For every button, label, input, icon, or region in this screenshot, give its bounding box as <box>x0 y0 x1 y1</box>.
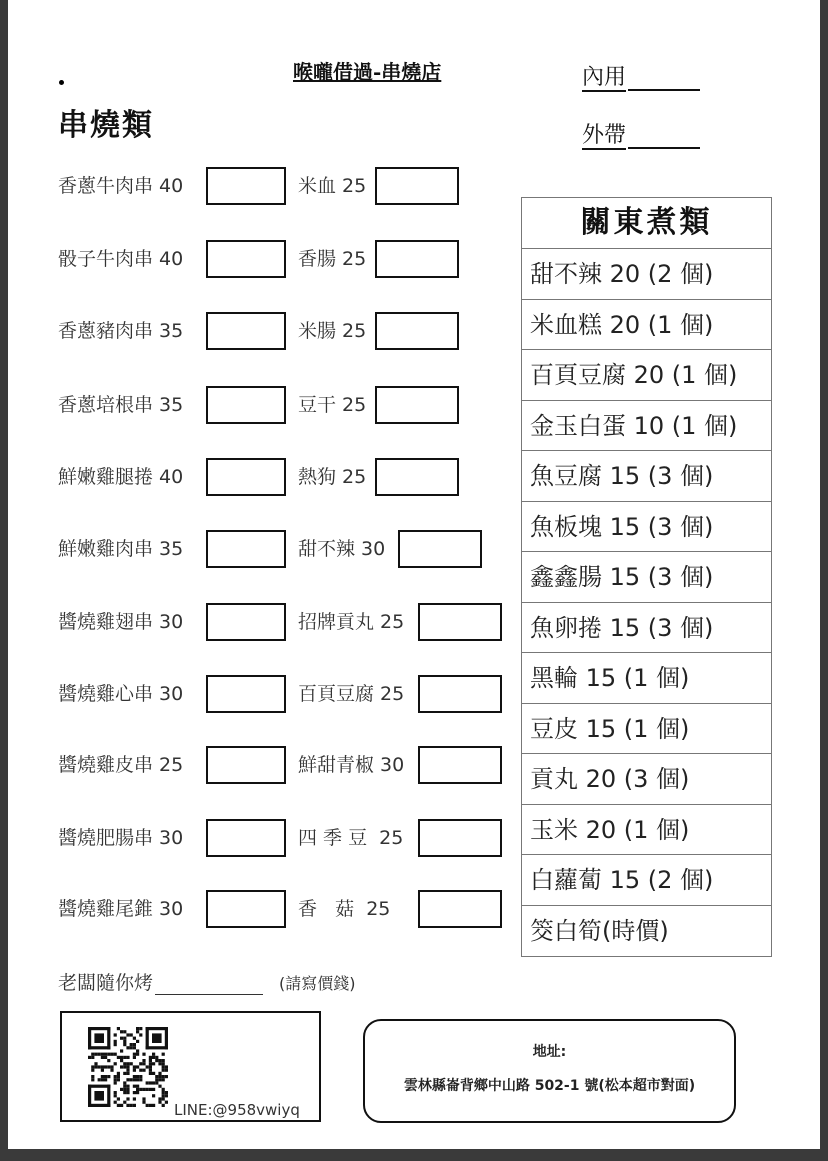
address-label: 地址: <box>532 1044 567 1060</box>
oden-item: 貢丸 20 (3 個) <box>522 754 771 805</box>
skewer-right-label: 香腸 25 <box>298 248 367 270</box>
oden-item: 鑫鑫腸 15 (3 個) <box>522 552 771 603</box>
oden-item: 豆皮 15 (1 個) <box>522 704 771 755</box>
oden-item: 甜不辣 20 (2 個) <box>522 249 771 300</box>
skewer-left-label: 醬燒雞心串 30 <box>58 683 184 705</box>
oden-item: 黑輪 15 (1 個) <box>522 653 771 704</box>
address-text: 雲林縣崙背鄉中山路 502-1 號(松本超市對面) <box>403 1078 696 1094</box>
skewer-left-label: 醬燒肥腸串 30 <box>58 827 184 849</box>
skewer-right-label: 香 菇 25 <box>298 898 391 920</box>
skewer-right-label: 豆干 25 <box>298 394 367 416</box>
skewer-right-qty-box[interactable] <box>375 240 459 278</box>
skewer-right-qty-box[interactable] <box>418 603 502 641</box>
order-sheet <box>8 0 820 1149</box>
skewers-section-title: 串燒類 <box>58 108 154 143</box>
line-id: LINE:@958vwiyq <box>174 1101 300 1119</box>
freestyle-price-blank[interactable] <box>155 976 263 995</box>
dine-in-blank[interactable] <box>628 69 700 91</box>
skewer-right-qty-box[interactable] <box>418 675 502 713</box>
dine-in-label: 內用 <box>582 65 627 90</box>
oden-item: 魚卵捲 15 (3 個) <box>522 603 771 654</box>
takeout-blank[interactable] <box>628 127 700 149</box>
skewer-left-label: 香蔥牛肉串 40 <box>58 175 184 197</box>
freestyle-note: (請寫價錢) <box>279 974 356 993</box>
skewer-left-qty-box[interactable] <box>206 530 286 568</box>
bullet-dot <box>59 80 64 85</box>
skewer-right-qty-box[interactable] <box>398 530 482 568</box>
skewer-right-label: 招牌貢丸 25 <box>298 611 405 633</box>
dine-in-field[interactable] <box>582 60 700 91</box>
skewer-left-qty-box[interactable] <box>206 890 286 928</box>
skewer-left-label: 骰子牛肉串 40 <box>58 248 184 270</box>
oden-item: 魚豆腐 15 (3 個) <box>522 451 771 502</box>
skewer-right-label: 米腸 25 <box>298 320 367 342</box>
oden-item: 米血糕 20 (1 個) <box>522 300 771 351</box>
skewer-left-label: 香蔥培根串 35 <box>58 394 184 416</box>
skewer-right-label: 鮮甜青椒 30 <box>298 754 405 776</box>
skewer-left-qty-box[interactable] <box>206 312 286 350</box>
skewer-left-label: 香蔥豬肉串 35 <box>58 320 184 342</box>
oden-title: 關東煮類 <box>522 198 771 249</box>
skewer-right-qty-box[interactable] <box>418 746 502 784</box>
skewer-left-qty-box[interactable] <box>206 167 286 205</box>
skewer-left-qty-box[interactable] <box>206 458 286 496</box>
skewer-left-label: 鮮嫩雞肉串 35 <box>58 538 184 560</box>
oden-item: 白蘿蔔 15 (2 個) <box>522 855 771 906</box>
takeout-field[interactable] <box>582 118 700 149</box>
oden-table <box>521 197 772 957</box>
skewer-right-label: 米血 25 <box>298 175 367 197</box>
skewer-right-qty-box[interactable] <box>418 890 502 928</box>
address-box <box>363 1019 736 1123</box>
skewer-left-label: 鮮嫩雞腿捲 40 <box>58 466 184 488</box>
oden-item: 筊白筍(時價) <box>530 916 669 945</box>
oden-item: 玉米 20 (1 個) <box>522 805 771 856</box>
oden-item: 百頁豆腐 20 (1 個) <box>522 350 771 401</box>
freestyle-label: 老闆隨你烤 <box>58 972 154 994</box>
skewer-left-qty-box[interactable] <box>206 240 286 278</box>
oden-item: 魚板塊 15 (3 個) <box>522 502 771 553</box>
skewer-left-qty-box[interactable] <box>206 746 286 784</box>
skewer-left-qty-box[interactable] <box>206 386 286 424</box>
skewer-left-qty-box[interactable] <box>206 603 286 641</box>
oden-rows <box>522 249 771 956</box>
skewer-right-qty-box[interactable] <box>375 312 459 350</box>
takeout-label: 外帶 <box>582 123 627 148</box>
skewer-right-label: 甜不辣 30 <box>298 538 386 560</box>
skewer-right-qty-box[interactable] <box>418 819 502 857</box>
skewer-right-qty-box[interactable] <box>375 386 459 424</box>
line-qr-box <box>60 1011 321 1122</box>
oden-item: 金玉白蛋 10 (1 個) <box>522 401 771 452</box>
skewer-left-qty-box[interactable] <box>206 819 286 857</box>
skewer-right-label: 百頁豆腐 25 <box>298 683 405 705</box>
shop-title: 喉嚨借過-串燒店 <box>293 60 442 84</box>
skewer-left-label: 醬燒雞皮串 25 <box>58 754 184 776</box>
skewer-right-label: 熱狗 25 <box>298 466 367 488</box>
skewer-right-label: 四 季 豆 25 <box>298 827 404 849</box>
skewer-left-label: 醬燒雞尾錐 30 <box>58 898 184 920</box>
qr-code-icon[interactable] <box>88 1027 168 1107</box>
skewer-right-qty-box[interactable] <box>375 458 459 496</box>
skewer-left-qty-box[interactable] <box>206 675 286 713</box>
skewer-right-qty-box[interactable] <box>375 167 459 205</box>
freestyle-row <box>58 968 356 995</box>
skewer-left-label: 醬燒雞翅串 30 <box>58 611 184 633</box>
